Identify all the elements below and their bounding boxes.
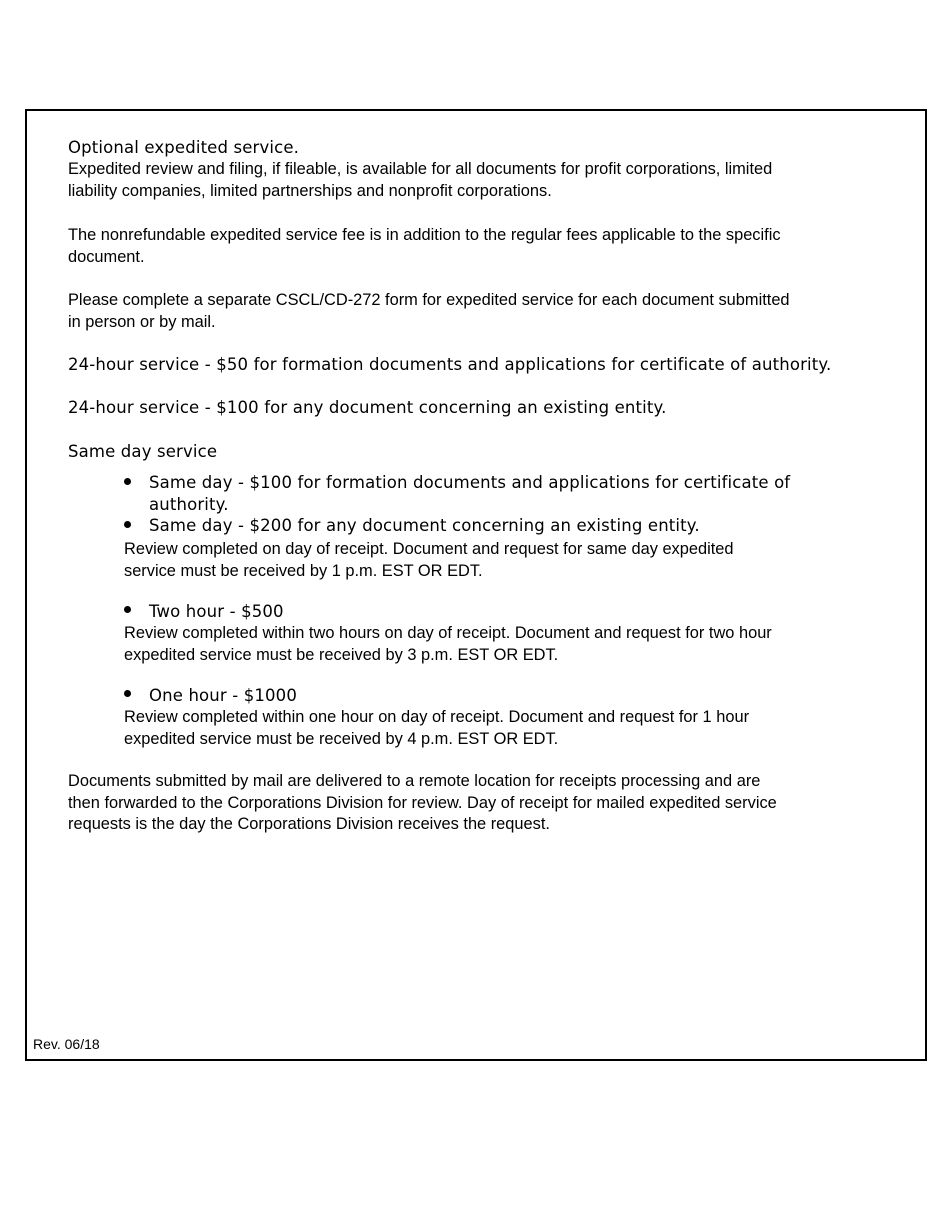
service-24-formation: 24-hour service - $50 for formation documents and applications for certificate of authority. (68, 355, 832, 374)
text-line: Review completed on day of receipt. Document and request for same day expedited (124, 540, 734, 558)
bullet-icon (124, 521, 131, 528)
text-line: Review completed within two hours on day of receipt. Document and request for two hour (124, 624, 772, 642)
text-line: Review completed within one hour on day of receipt. Document and request for 1 hour (124, 708, 750, 726)
text-line: then forwarded to the Corporations Division for review. Day of receipt for mailed expedited service (68, 793, 777, 812)
text-line: requests is the day the Corporations Division receives the request. (68, 815, 550, 833)
text-line: Documents submitted by mail are delivered to a remote location for receipts processing and are (68, 772, 761, 790)
bullet-icon (124, 690, 131, 697)
text-line: Please complete a separate CSCL/CD-272 form for expedited service for each document submitted (68, 291, 790, 309)
service-24-existing: 24-hour service - $100 for any document concerning an existing entity. (68, 398, 667, 417)
same-day-item (149, 472, 790, 516)
two-hour-label: Two hour - $500 (149, 602, 284, 621)
one-hour-note (124, 707, 749, 750)
text-line: document. (68, 247, 145, 266)
bullet-icon (124, 606, 131, 613)
bullet-icon (124, 478, 131, 485)
fee-note-paragraph (68, 225, 781, 268)
text-line: liability companies, limited partnerships and nonprofit corporations. (68, 181, 552, 200)
same-day-item: Same day - $200 for any document concerning an existing entity. (149, 516, 700, 535)
one-hour-label: One hour - $1000 (149, 686, 297, 705)
revision-label: Rev. 06/18 (33, 1036, 100, 1052)
text-line: expedited service must be received by 4 p.m. EST OR EDT. (124, 729, 559, 748)
text-line: in person or by mail. (68, 312, 216, 331)
text-line: authority. (149, 495, 229, 514)
intro-paragraph (68, 159, 772, 202)
two-hour-note (124, 623, 772, 666)
form-note-paragraph (68, 290, 790, 333)
text-line: expedited service must be received by 3 p.m. EST OR EDT. (124, 645, 559, 664)
text-line: Expedited review and filing, if fileable, is available for all documents for profit corporations, limited (68, 160, 773, 178)
text-line: The nonrefundable expedited service fee is in addition to the regular fees applicable to the specific (68, 226, 781, 244)
text-line: service must be received by 1 p.m. EST OR EDT. (124, 561, 483, 580)
section-heading: Optional expedited service. (68, 138, 300, 157)
same-day-heading: Same day service (68, 442, 218, 461)
same-day-note (124, 539, 734, 582)
mail-note-paragraph (68, 771, 777, 836)
text-line: Same day - $100 for formation documents and applications for certificate of (149, 473, 791, 492)
